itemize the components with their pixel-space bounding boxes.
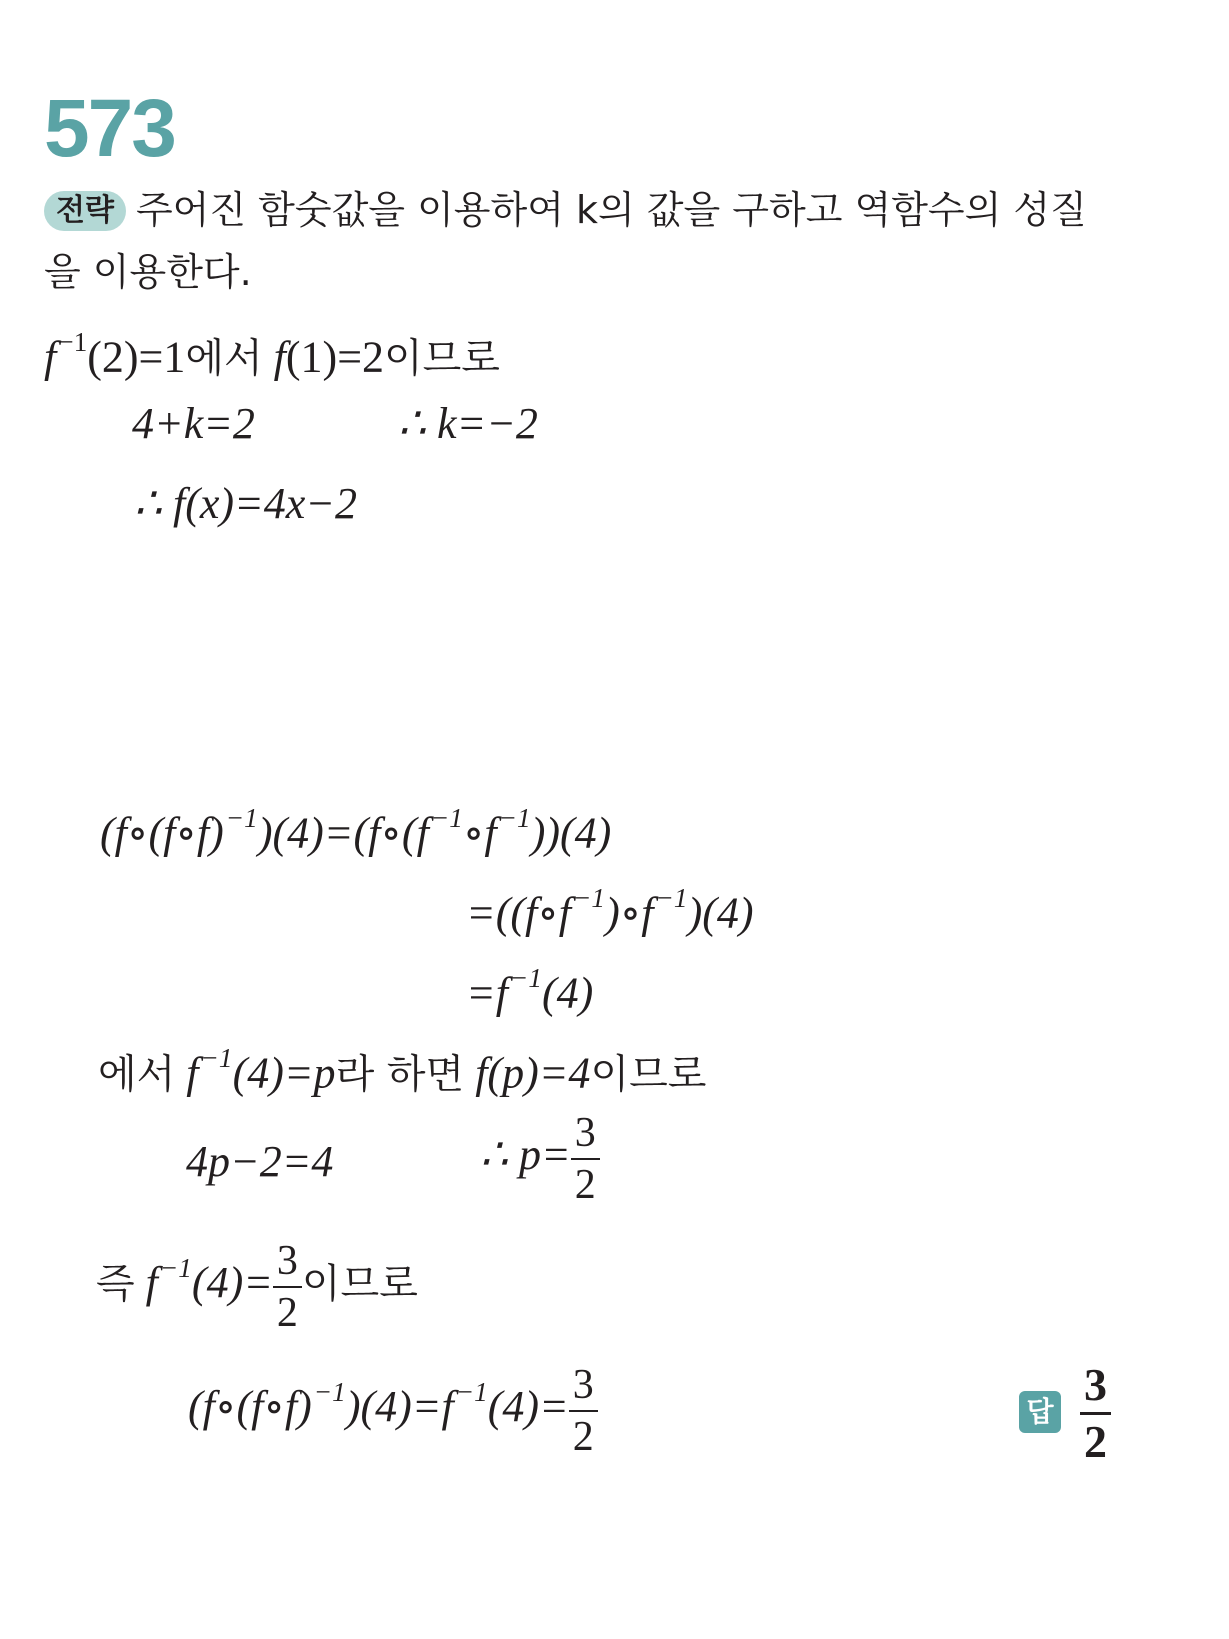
expr: ))(4) <box>530 808 612 858</box>
fraction-denominator: 2 <box>572 1414 594 1460</box>
composition-line-1 <box>100 792 611 859</box>
func-f: f <box>273 332 286 382</box>
composition-line-2 <box>466 872 754 939</box>
function-result: ∴ f(x)=4x−2 <box>134 479 357 528</box>
inverse-exponent: −1 <box>509 963 542 993</box>
korean-text: 즉 <box>96 1261 135 1308</box>
expr: =f <box>466 968 508 1018</box>
fraction-denominator: 2 <box>276 1290 298 1336</box>
expr: (4)= <box>487 1382 569 1432</box>
fraction <box>569 1364 598 1458</box>
func-f: f <box>145 1258 158 1308</box>
inverse-exponent: −1 <box>313 1376 346 1407</box>
strategy-line-continued: 을 이용한다. <box>44 250 252 294</box>
inverse-exponent: −1 <box>159 1252 192 1283</box>
composition-line-3 <box>466 952 593 1019</box>
solution-line-inverse-value <box>44 316 500 384</box>
expr: )(4)=f <box>345 1382 454 1432</box>
therefore-line <box>96 1240 418 1334</box>
final-line <box>188 1364 598 1458</box>
korean-text: 에서 <box>98 1051 176 1098</box>
expr: )(4) <box>687 888 754 938</box>
inverse-exponent: −1 <box>455 1376 488 1407</box>
expr: ∴ p= <box>480 1130 571 1180</box>
answer-value <box>1080 1359 1111 1467</box>
problem-number: 573 <box>44 83 175 174</box>
strategy-text: 주어진 함숫값을 이용하여 k의 값을 구하고 역함수의 성질 <box>135 188 1087 232</box>
inverse-exponent: −1 <box>58 327 88 357</box>
fraction-numerator: 3 <box>273 1240 302 1288</box>
fraction <box>571 1112 600 1206</box>
equation-k: 4+k=2 <box>132 399 255 448</box>
func-f: f <box>186 1048 199 1098</box>
korean-text: 라 하면 <box>335 1051 465 1098</box>
p-result <box>480 1112 600 1206</box>
expr: )∘f <box>605 888 654 938</box>
expr: (2)=1 <box>87 332 186 382</box>
strategy-line <box>44 188 1194 232</box>
answer-badge: 답 <box>1019 1391 1061 1433</box>
inverse-exponent: −1 <box>225 803 258 833</box>
substitution-line <box>98 1032 706 1100</box>
fraction <box>273 1240 302 1334</box>
expr: =((f∘f <box>466 888 572 938</box>
answer-numerator: 3 <box>1080 1362 1111 1415</box>
expr: )(4)=(f∘(f <box>257 808 429 858</box>
korean-text: 이므로 <box>301 1261 418 1308</box>
fraction-numerator: 3 <box>569 1364 598 1412</box>
korean-text: 이므로 <box>590 1051 707 1098</box>
func-f: f <box>44 332 57 382</box>
answer-denominator: 2 <box>1084 1416 1107 1467</box>
expr: (4)=p <box>232 1048 336 1098</box>
inverse-exponent: −1 <box>498 803 531 833</box>
fraction-denominator: 2 <box>574 1162 596 1208</box>
strategy-badge: 전략 <box>44 191 126 231</box>
korean-text: 이므로 <box>384 335 500 382</box>
equation-p: 4p−2=4 <box>186 1137 334 1186</box>
expr: (f∘(f∘f) <box>188 1382 312 1432</box>
expr: (1)=2 <box>285 332 385 382</box>
inverse-exponent: −1 <box>573 883 606 913</box>
expr: ∘f <box>462 808 497 858</box>
inverse-exponent: −1 <box>655 883 688 913</box>
expr: f(p)=4 <box>475 1048 591 1098</box>
answer-fraction <box>1080 1359 1111 1467</box>
expr: (f∘(f∘f) <box>100 808 224 858</box>
fraction-numerator: 3 <box>571 1112 600 1160</box>
inverse-exponent: −1 <box>430 803 463 833</box>
expr: (4) <box>541 968 594 1018</box>
korean-text: 에서 <box>185 335 263 382</box>
inverse-exponent: −1 <box>200 1043 233 1073</box>
k-result: ∴ k=−2 <box>398 399 538 448</box>
expr: (4)= <box>191 1258 273 1308</box>
